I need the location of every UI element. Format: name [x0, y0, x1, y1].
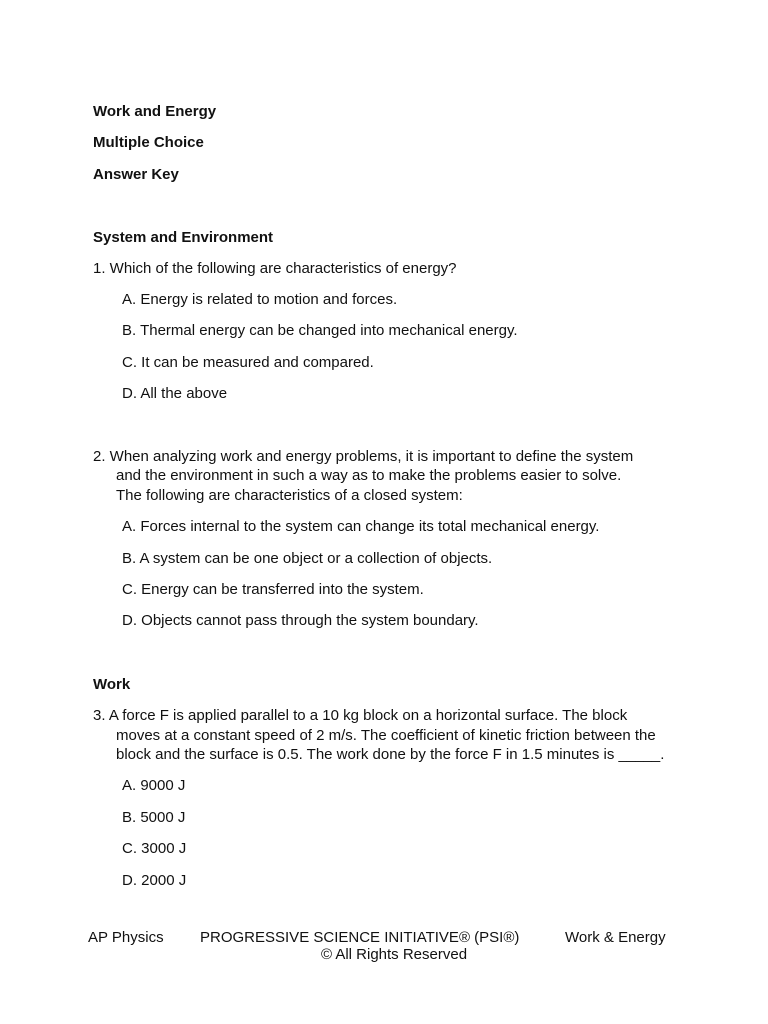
footer-organization: PROGRESSIVE SCIENCE INITIATIVE® (PSI®): [200, 929, 520, 946]
question-3-text-line-2: moves at a constant speed of 2 m/s. The coefficient of kinetic friction between the: [116, 726, 656, 744]
footer-copyright: © All Rights Reserved: [320, 946, 468, 963]
document-subtitle: Multiple Choice: [93, 134, 204, 151]
question-2-option-d: D. Objects cannot pass through the system boundary.: [122, 612, 479, 629]
question-2-option-a: A. Forces internal to the system can change its total mechanical energy.: [122, 518, 600, 535]
footer-course: AP Physics: [88, 929, 164, 946]
question-1-option-d: D. All the above: [122, 385, 228, 402]
question-2-option-b: B. A system can be one object or a collection of objects.: [122, 550, 493, 567]
question-2-text-line-2: and the environment in such a way as to make the problems easier to solve.: [116, 467, 622, 484]
question-3-option-a: A. 9000 J: [122, 777, 186, 794]
document-title: Work and Energy: [93, 103, 217, 120]
question-3-text-line-3: block and the surface is 0.5. The work done by the force F in 1.5 minutes is _____.: [116, 746, 665, 763]
question-3-text: [93, 706, 675, 765]
question-3-option-b: B. 5000 J: [122, 809, 186, 826]
answer-key-label: Answer Key: [93, 166, 179, 183]
question-1-option-a: A. Energy is related to motion and forces.: [122, 291, 398, 308]
footer-unit: Work & Energy: [565, 929, 666, 946]
question-2-text-line-1: 2. When analyzing work and energy problems, it is important to define the system: [93, 448, 634, 465]
question-1-text: 1. Which of the following are characteristics of energy?: [93, 260, 457, 277]
section-heading-system-environment: System and Environment: [93, 229, 274, 246]
question-3-text-line-1: 3. A force F is applied parallel to a 10 kg block on a horizontal surface. The block: [93, 707, 628, 724]
question-2-text-line-3: The following are characteristics of a closed system:: [116, 487, 463, 504]
question-3-option-d: D. 2000 J: [122, 872, 187, 889]
question-1-option-c: C. It can be measured and compared.: [122, 354, 374, 371]
question-3-option-c: C. 3000 J: [122, 840, 187, 857]
question-1-option-b: B. Thermal energy can be changed into mechanical energy.: [122, 322, 518, 339]
question-2-option-c: C. Energy can be transferred into the system.: [122, 581, 424, 598]
page-footer: [0, 928, 768, 970]
section-heading-work: Work: [93, 676, 131, 693]
